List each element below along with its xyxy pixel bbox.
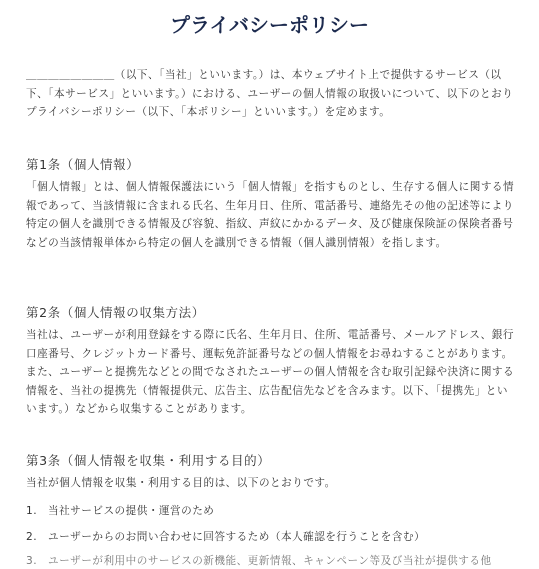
list-item-text: 当社サービスの提供・運営のため <box>48 505 215 517</box>
list-item-text: ユーザーが利用中のサービスの新機能、更新情報、キャンペーン等及び当社が提供する他 <box>48 555 492 567</box>
article-1-body: 「個人情報」とは、個人情報保護法にいう「個人情報」を指すものとし、生存する個人に関する情報であって、当該情報に含まれる氏名、生年月日、住所、電話番号、連絡先その他の記述等により特定の個人を識別できる情報及び容貌、指紋、声紋にかかるデータ、及び健康保険証の保険者番号などの当該情報単体から特定の個人を識別できる情報（個人識別情報）を指します。 <box>26 181 515 249</box>
list-item <box>26 529 526 545</box>
article-3-heading: 第3条（個人情報を収集・利用する目的） <box>26 453 271 468</box>
article-2-heading: 第2条（個人情報の収集方法） <box>26 305 205 320</box>
intro-paragraph: ＿＿＿＿＿＿＿＿（以下、「当社」といいます。）は、本ウェブサイト上で提供するサービス（以下、「本サービス」といいます。）における、ユーザーの個人情報の取扱いについて、以下のとおりプライバシーポリシー（以下、「本ポリシー」といいます。）を定めます。 <box>26 69 514 119</box>
list-item-number: 2. <box>26 531 38 543</box>
article-2-body: 当社は、ユーザーが利用登録をする際に氏名、生年月日、住所、電話番号、メールアドレス、銀行口座番号、クレジットカード番号、運転免許証番号などの個人情報をお尋ねすることがあります。また、ユーザーと提携先などとの間でなされたユーザーの個人情報を含む取引記録や決済に関する情報を、当社の提携先（情報提供元、広告主、広告配信先などを含みます。以下、「提携先」といいます。）などから収集することがあります。 <box>26 329 515 416</box>
list-item-text: ユーザーからのお問い合わせに回答するため（本人確認を行うことを含む） <box>48 531 426 543</box>
list-item <box>26 553 526 569</box>
list-item-number: 1. <box>26 505 38 517</box>
page-title: プライバシーポリシー <box>170 13 369 37</box>
article-1-heading: 第1条（個人情報） <box>26 157 140 172</box>
article-3-intro: 当社が個人情報を収集・利用する目的は、以下のとおりです。 <box>26 477 336 489</box>
list-item <box>26 503 526 519</box>
list-item-number: 3. <box>26 555 38 567</box>
